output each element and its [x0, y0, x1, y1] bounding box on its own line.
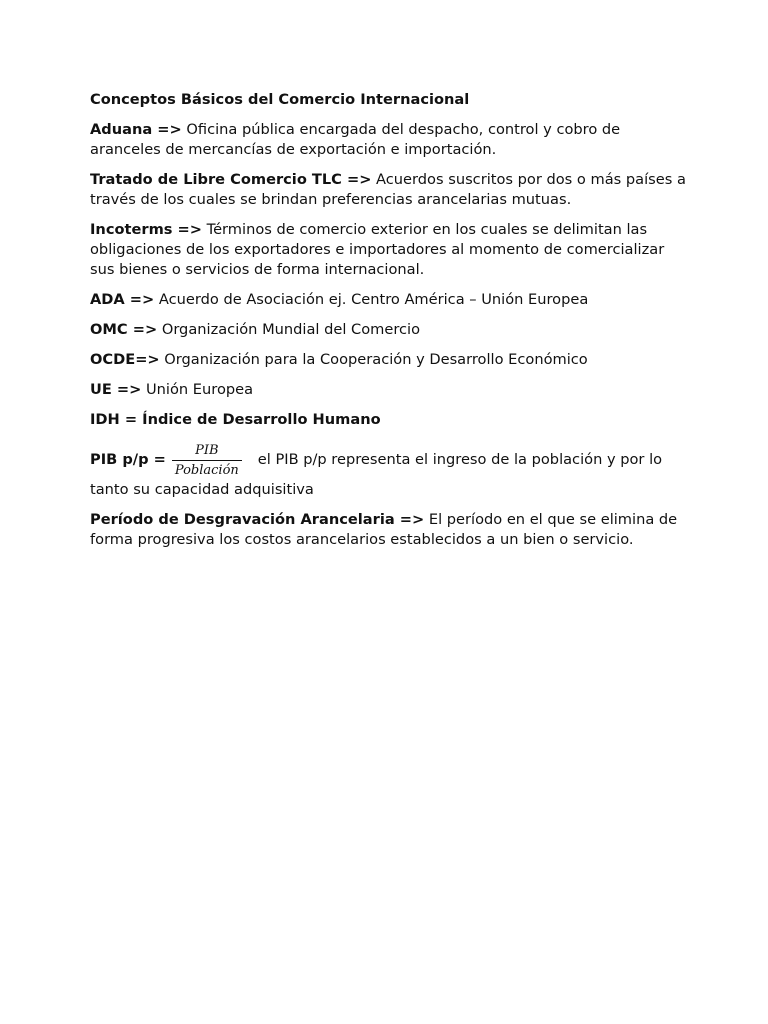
entry-pib — [90, 440, 690, 500]
entry-term: Tratado de Libre Comercio TLC => — [90, 171, 372, 188]
entry-ue — [90, 380, 690, 400]
entry-term: Aduana => — [90, 121, 182, 138]
formula-text-first: el PIB p/p representa el ingreso de la población y por lo — [257, 451, 663, 468]
entry-definition: Términos de comercio exterior en los cuales se delimitan las obligaciones de los exportadores e importadores al momento de comercializar sus bienes o servicios de forma internacional. — [90, 221, 665, 278]
entry-aduana — [90, 120, 690, 160]
entry-term: IDH = Índice de Desarrollo Humano — [90, 411, 381, 428]
formula-term: PIB p/p = — [90, 451, 166, 468]
entry-definition: El período en el que se elimina de forma progresiva los costos arancelarios establecidos a un bien o servicio. — [90, 511, 678, 548]
entry-incoterms — [90, 220, 690, 280]
fraction-denominator: Población — [172, 460, 242, 478]
document-page — [90, 90, 690, 560]
entry-definition: Oficina pública encargada del despacho, control y cobro de aranceles de mercancías de exportación e importación. — [90, 121, 621, 158]
entry-definition: Acuerdos suscritos por dos o más países a través de los cuales se brindan preferencias arancelarias mutuas. — [90, 171, 686, 208]
entry-definition: Organización para la Cooperación y Desarrollo Económico — [159, 351, 588, 368]
entry-term: Incoterms => — [90, 221, 202, 238]
entry-ocde — [90, 350, 690, 370]
entry-definition: Organización Mundial del Comercio — [157, 321, 421, 338]
entry-ada — [90, 290, 690, 310]
entry-idh — [90, 410, 690, 430]
entry-tlc — [90, 170, 690, 210]
entry-term: Período de Desgravación Arancelaria => — [90, 511, 425, 528]
document-title: Conceptos Básicos del Comercio Internacional — [90, 91, 470, 108]
entry-term: OCDE=> — [90, 351, 160, 368]
entry-definition: Unión Europea — [141, 381, 254, 398]
entry-desgravacion — [90, 510, 690, 550]
entry-term: ADA => — [90, 291, 155, 308]
formula-text-second: tanto su capacidad adquisitiva — [90, 481, 314, 498]
formula-fraction — [172, 443, 242, 478]
entry-term: UE => — [90, 381, 142, 398]
formula-line — [90, 440, 690, 480]
fraction-numerator: PIB — [195, 442, 219, 458]
entry-omc — [90, 320, 690, 340]
entry-definition: Acuerdo de Asociación ej. Centro América – Unión Europea — [154, 291, 589, 308]
entry-term: OMC => — [90, 321, 158, 338]
